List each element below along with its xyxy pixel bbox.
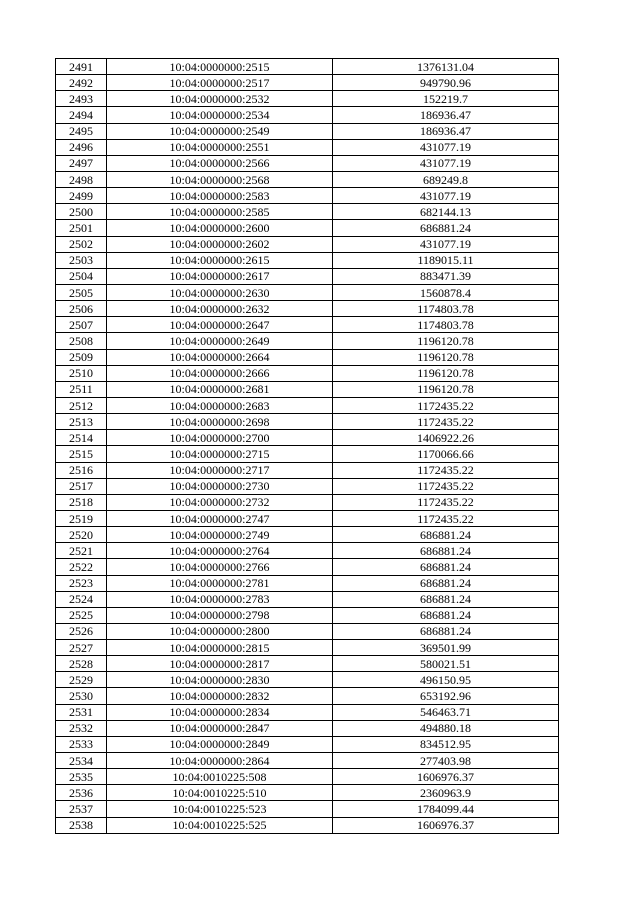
table-row <box>56 640 559 656</box>
table-row <box>56 736 559 752</box>
table-row <box>56 252 559 268</box>
amount-cell: 1406922.26 <box>333 430 559 446</box>
amount-cell: 1172435.22 <box>333 462 559 478</box>
amount-cell: 1560878.4 <box>333 284 559 300</box>
table-row <box>56 268 559 284</box>
amount-cell: 834512.95 <box>333 736 559 752</box>
row-number-cell: 2507 <box>56 317 107 333</box>
amount-cell: 949790.96 <box>333 75 559 91</box>
cadastral-number-cell: 10:04:0000000:2832 <box>107 688 333 704</box>
table-row <box>56 317 559 333</box>
cadastral-number-cell: 10:04:0000000:2683 <box>107 397 333 413</box>
row-number-cell: 2505 <box>56 284 107 300</box>
amount-cell: 686881.24 <box>333 591 559 607</box>
amount-cell: 2360963.9 <box>333 785 559 801</box>
table-row <box>56 575 559 591</box>
table-row <box>56 284 559 300</box>
amount-cell: 1174803.78 <box>333 301 559 317</box>
table-row <box>56 107 559 123</box>
amount-cell: 682144.13 <box>333 204 559 220</box>
cadastral-number-cell: 10:04:0000000:2583 <box>107 188 333 204</box>
row-number-cell: 2514 <box>56 430 107 446</box>
amount-cell: 186936.47 <box>333 107 559 123</box>
amount-cell: 496150.95 <box>333 672 559 688</box>
table-row <box>56 672 559 688</box>
cadastral-number-cell: 10:04:0000000:2847 <box>107 720 333 736</box>
amount-cell: 369501.99 <box>333 640 559 656</box>
row-number-cell: 2498 <box>56 171 107 187</box>
table-row <box>56 510 559 526</box>
cadastral-number-cell: 10:04:0010225:525 <box>107 817 333 833</box>
table-row <box>56 397 559 413</box>
table-row <box>56 349 559 365</box>
cadastral-number-cell: 10:04:0000000:2749 <box>107 527 333 543</box>
table-row <box>56 123 559 139</box>
amount-cell: 686881.24 <box>333 527 559 543</box>
amount-cell: 431077.19 <box>333 155 559 171</box>
row-number-cell: 2531 <box>56 704 107 720</box>
row-number-cell: 2499 <box>56 188 107 204</box>
cadastral-number-cell: 10:04:0000000:2515 <box>107 59 333 75</box>
amount-cell: 1172435.22 <box>333 414 559 430</box>
row-number-cell: 2509 <box>56 349 107 365</box>
cadastral-number-cell: 10:04:0000000:2783 <box>107 591 333 607</box>
amount-cell: 1196120.78 <box>333 365 559 381</box>
row-number-cell: 2496 <box>56 139 107 155</box>
row-number-cell: 2517 <box>56 478 107 494</box>
table-row <box>56 462 559 478</box>
row-number-cell: 2535 <box>56 769 107 785</box>
table-row <box>56 333 559 349</box>
amount-cell: 431077.19 <box>333 188 559 204</box>
cadastral-number-cell: 10:04:0000000:2602 <box>107 236 333 252</box>
table-row <box>56 365 559 381</box>
amount-cell: 686881.24 <box>333 543 559 559</box>
row-number-cell: 2501 <box>56 220 107 236</box>
row-number-cell: 2520 <box>56 527 107 543</box>
row-number-cell: 2494 <box>56 107 107 123</box>
table-row <box>56 301 559 317</box>
amount-cell: 689249.8 <box>333 171 559 187</box>
table-row <box>56 559 559 575</box>
amount-cell: 186936.47 <box>333 123 559 139</box>
cadastral-number-cell: 10:04:0000000:2700 <box>107 430 333 446</box>
row-number-cell: 2495 <box>56 123 107 139</box>
cadastral-number-cell: 10:04:0000000:2717 <box>107 462 333 478</box>
amount-cell: 883471.39 <box>333 268 559 284</box>
table-row <box>56 785 559 801</box>
table-row <box>56 155 559 171</box>
cadastral-number-cell: 10:04:0000000:2632 <box>107 301 333 317</box>
table-row <box>56 220 559 236</box>
amount-cell: 653192.96 <box>333 688 559 704</box>
amount-cell: 1196120.78 <box>333 349 559 365</box>
row-number-cell: 2500 <box>56 204 107 220</box>
cadastral-number-cell: 10:04:0000000:2849 <box>107 736 333 752</box>
cadastral-number-cell: 10:04:0000000:2647 <box>107 317 333 333</box>
amount-cell: 494880.18 <box>333 720 559 736</box>
amount-cell: 686881.24 <box>333 220 559 236</box>
amount-cell: 277403.98 <box>333 753 559 769</box>
table-body <box>56 59 559 834</box>
amount-cell: 1606976.37 <box>333 817 559 833</box>
row-number-cell: 2538 <box>56 817 107 833</box>
amount-cell: 1170066.66 <box>333 446 559 462</box>
table-row <box>56 139 559 155</box>
amount-cell: 546463.71 <box>333 704 559 720</box>
cadastral-number-cell: 10:04:0000000:2551 <box>107 139 333 155</box>
row-number-cell: 2510 <box>56 365 107 381</box>
cadastral-number-cell: 10:04:0000000:2549 <box>107 123 333 139</box>
cadastral-number-cell: 10:04:0010225:510 <box>107 785 333 801</box>
amount-cell: 1196120.78 <box>333 333 559 349</box>
table-row <box>56 543 559 559</box>
cadastral-number-cell: 10:04:0000000:2781 <box>107 575 333 591</box>
amount-cell: 580021.51 <box>333 656 559 672</box>
amount-cell: 1606976.37 <box>333 769 559 785</box>
amount-cell: 686881.24 <box>333 575 559 591</box>
cadastral-number-cell: 10:04:0000000:2600 <box>107 220 333 236</box>
table-row <box>56 236 559 252</box>
table-row <box>56 171 559 187</box>
cadastral-number-cell: 10:04:0000000:2534 <box>107 107 333 123</box>
amount-cell: 1172435.22 <box>333 494 559 510</box>
cadastral-number-cell: 10:04:0010225:508 <box>107 769 333 785</box>
row-number-cell: 2512 <box>56 397 107 413</box>
table-row <box>56 91 559 107</box>
cadastral-number-cell: 10:04:0000000:2834 <box>107 704 333 720</box>
row-number-cell: 2529 <box>56 672 107 688</box>
amount-cell: 686881.24 <box>333 607 559 623</box>
row-number-cell: 2532 <box>56 720 107 736</box>
cadastral-number-cell: 10:04:0000000:2747 <box>107 510 333 526</box>
amount-cell: 431077.19 <box>333 139 559 155</box>
cadastral-number-cell: 10:04:0000000:2730 <box>107 478 333 494</box>
data-table <box>55 58 559 834</box>
amount-cell: 1172435.22 <box>333 478 559 494</box>
cadastral-number-cell: 10:04:0000000:2532 <box>107 91 333 107</box>
row-number-cell: 2537 <box>56 801 107 817</box>
cadastral-number-cell: 10:04:0000000:2568 <box>107 171 333 187</box>
table-row <box>56 817 559 833</box>
amount-cell: 1196120.78 <box>333 381 559 397</box>
cadastral-number-cell: 10:04:0000000:2698 <box>107 414 333 430</box>
amount-cell: 686881.24 <box>333 559 559 575</box>
table-row <box>56 75 559 91</box>
row-number-cell: 2536 <box>56 785 107 801</box>
cadastral-number-cell: 10:04:0000000:2566 <box>107 155 333 171</box>
row-number-cell: 2491 <box>56 59 107 75</box>
table-row <box>56 607 559 623</box>
cadastral-number-cell: 10:04:0000000:2830 <box>107 672 333 688</box>
table-row <box>56 414 559 430</box>
table-row <box>56 204 559 220</box>
table-row <box>56 478 559 494</box>
row-number-cell: 2511 <box>56 381 107 397</box>
cadastral-number-cell: 10:04:0000000:2681 <box>107 381 333 397</box>
row-number-cell: 2527 <box>56 640 107 656</box>
table-row <box>56 801 559 817</box>
cadastral-number-cell: 10:04:0000000:2798 <box>107 607 333 623</box>
table-row <box>56 527 559 543</box>
row-number-cell: 2502 <box>56 236 107 252</box>
amount-cell: 1376131.04 <box>333 59 559 75</box>
cadastral-number-cell: 10:04:0000000:2800 <box>107 623 333 639</box>
table-row <box>56 656 559 672</box>
row-number-cell: 2513 <box>56 414 107 430</box>
row-number-cell: 2515 <box>56 446 107 462</box>
row-number-cell: 2523 <box>56 575 107 591</box>
table-row <box>56 769 559 785</box>
table-row <box>56 623 559 639</box>
table-row <box>56 704 559 720</box>
cadastral-number-cell: 10:04:0000000:2664 <box>107 349 333 365</box>
row-number-cell: 2506 <box>56 301 107 317</box>
table-row <box>56 430 559 446</box>
row-number-cell: 2528 <box>56 656 107 672</box>
table-row <box>56 381 559 397</box>
cadastral-number-cell: 10:04:0000000:2766 <box>107 559 333 575</box>
cadastral-number-cell: 10:04:0000000:2715 <box>107 446 333 462</box>
table-row <box>56 494 559 510</box>
cadastral-number-cell: 10:04:0000000:2517 <box>107 75 333 91</box>
cadastral-number-cell: 10:04:0000000:2732 <box>107 494 333 510</box>
row-number-cell: 2493 <box>56 91 107 107</box>
cadastral-number-cell: 10:04:0000000:2615 <box>107 252 333 268</box>
cadastral-number-cell: 10:04:0000000:2864 <box>107 753 333 769</box>
amount-cell: 152219.7 <box>333 91 559 107</box>
amount-cell: 686881.24 <box>333 623 559 639</box>
table-row <box>56 446 559 462</box>
row-number-cell: 2497 <box>56 155 107 171</box>
table-row <box>56 188 559 204</box>
row-number-cell: 2504 <box>56 268 107 284</box>
row-number-cell: 2503 <box>56 252 107 268</box>
table-row <box>56 591 559 607</box>
row-number-cell: 2516 <box>56 462 107 478</box>
amount-cell: 431077.19 <box>333 236 559 252</box>
table-row <box>56 720 559 736</box>
amount-cell: 1189015.11 <box>333 252 559 268</box>
cadastral-number-cell: 10:04:0000000:2585 <box>107 204 333 220</box>
cadastral-number-cell: 10:04:0000000:2630 <box>107 284 333 300</box>
table-row <box>56 688 559 704</box>
row-number-cell: 2534 <box>56 753 107 769</box>
cadastral-number-cell: 10:04:0010225:523 <box>107 801 333 817</box>
row-number-cell: 2533 <box>56 736 107 752</box>
cadastral-number-cell: 10:04:0000000:2817 <box>107 656 333 672</box>
cadastral-number-cell: 10:04:0000000:2815 <box>107 640 333 656</box>
amount-cell: 1174803.78 <box>333 317 559 333</box>
row-number-cell: 2526 <box>56 623 107 639</box>
cadastral-number-cell: 10:04:0000000:2649 <box>107 333 333 349</box>
row-number-cell: 2519 <box>56 510 107 526</box>
table-row <box>56 753 559 769</box>
row-number-cell: 2525 <box>56 607 107 623</box>
row-number-cell: 2518 <box>56 494 107 510</box>
row-number-cell: 2521 <box>56 543 107 559</box>
cadastral-number-cell: 10:04:0000000:2666 <box>107 365 333 381</box>
row-number-cell: 2522 <box>56 559 107 575</box>
cadastral-number-cell: 10:04:0000000:2617 <box>107 268 333 284</box>
cadastral-number-cell: 10:04:0000000:2764 <box>107 543 333 559</box>
row-number-cell: 2530 <box>56 688 107 704</box>
table-row <box>56 59 559 75</box>
amount-cell: 1172435.22 <box>333 397 559 413</box>
amount-cell: 1784099.44 <box>333 801 559 817</box>
row-number-cell: 2508 <box>56 333 107 349</box>
row-number-cell: 2524 <box>56 591 107 607</box>
row-number-cell: 2492 <box>56 75 107 91</box>
amount-cell: 1172435.22 <box>333 510 559 526</box>
